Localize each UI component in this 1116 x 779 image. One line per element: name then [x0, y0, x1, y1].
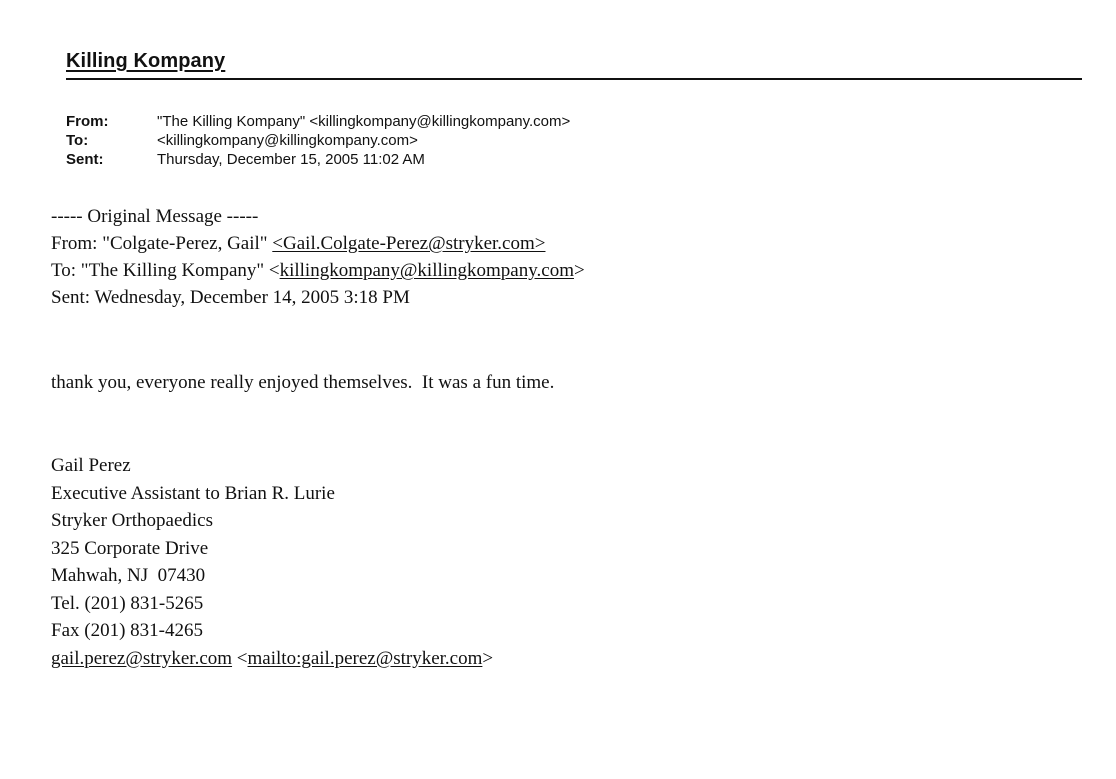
header-to-label: To:: [66, 132, 89, 149]
header-to-row: [66, 131, 570, 150]
header-sent-row: [66, 150, 570, 169]
original-to-suffix: >: [573, 260, 585, 281]
header-sent-value: Thursday, December 15, 2005 11:02 AM: [157, 151, 425, 168]
header-sent-label: Sent:: [66, 151, 104, 168]
original-to-email-link[interactable]: killingkompany@killingkompany.com: [279, 260, 574, 281]
signature-name: Gail Perez: [51, 455, 131, 476]
header-from-value: "The Killing Kompany" <killingkompany@killingkompany.com>: [157, 113, 571, 130]
original-message-separator: ----- Original Message -----: [51, 206, 259, 227]
signature-email-line: [51, 645, 493, 673]
original-from-line: [51, 230, 585, 257]
signature-mailto-open: <: [236, 647, 248, 669]
original-from-email-link[interactable]: <Gail.Colgate-Perez@stryker.com>: [272, 233, 546, 254]
document-title: Killing Kompany: [66, 50, 226, 72]
title-rule: [66, 78, 1082, 80]
signature-email-link[interactable]: gail.perez@stryker.com: [51, 647, 233, 669]
message-header: [66, 112, 570, 169]
signature-block: [51, 452, 493, 672]
signature-company: Stryker Orthopaedics: [51, 510, 213, 531]
header-to-value: <killingkompany@killingkompany.com>: [157, 132, 418, 149]
original-sent-line: Sent: Wednesday, December 14, 2005 3:18 PM: [51, 287, 410, 308]
signature-title: Executive Assistant to Brian R. Lurie: [51, 482, 335, 504]
original-to-line: [51, 257, 585, 284]
original-message-block: [51, 203, 585, 311]
signature-fax: Fax (201) 831-4265: [51, 620, 203, 641]
original-from-name: "Colgate-Perez, Gail": [102, 233, 273, 254]
signature-city: Mahwah, NJ 07430: [51, 565, 206, 586]
header-from-row: [66, 112, 570, 131]
signature-street: 325 Corporate Drive: [51, 537, 209, 559]
header-from-label: From:: [66, 113, 109, 130]
message-body: thank you, everyone really enjoyed themselves. It was a fun time.: [51, 372, 555, 393]
signature-tel: Tel. (201) 831-5265: [51, 592, 204, 614]
original-from-label: From:: [51, 233, 103, 254]
original-to-prefix: To: "The Killing Kompany" <: [51, 260, 280, 281]
signature-mailto-close: >: [482, 647, 494, 669]
signature-mailto-link[interactable]: mailto:gail.perez@stryker.com: [247, 647, 483, 669]
